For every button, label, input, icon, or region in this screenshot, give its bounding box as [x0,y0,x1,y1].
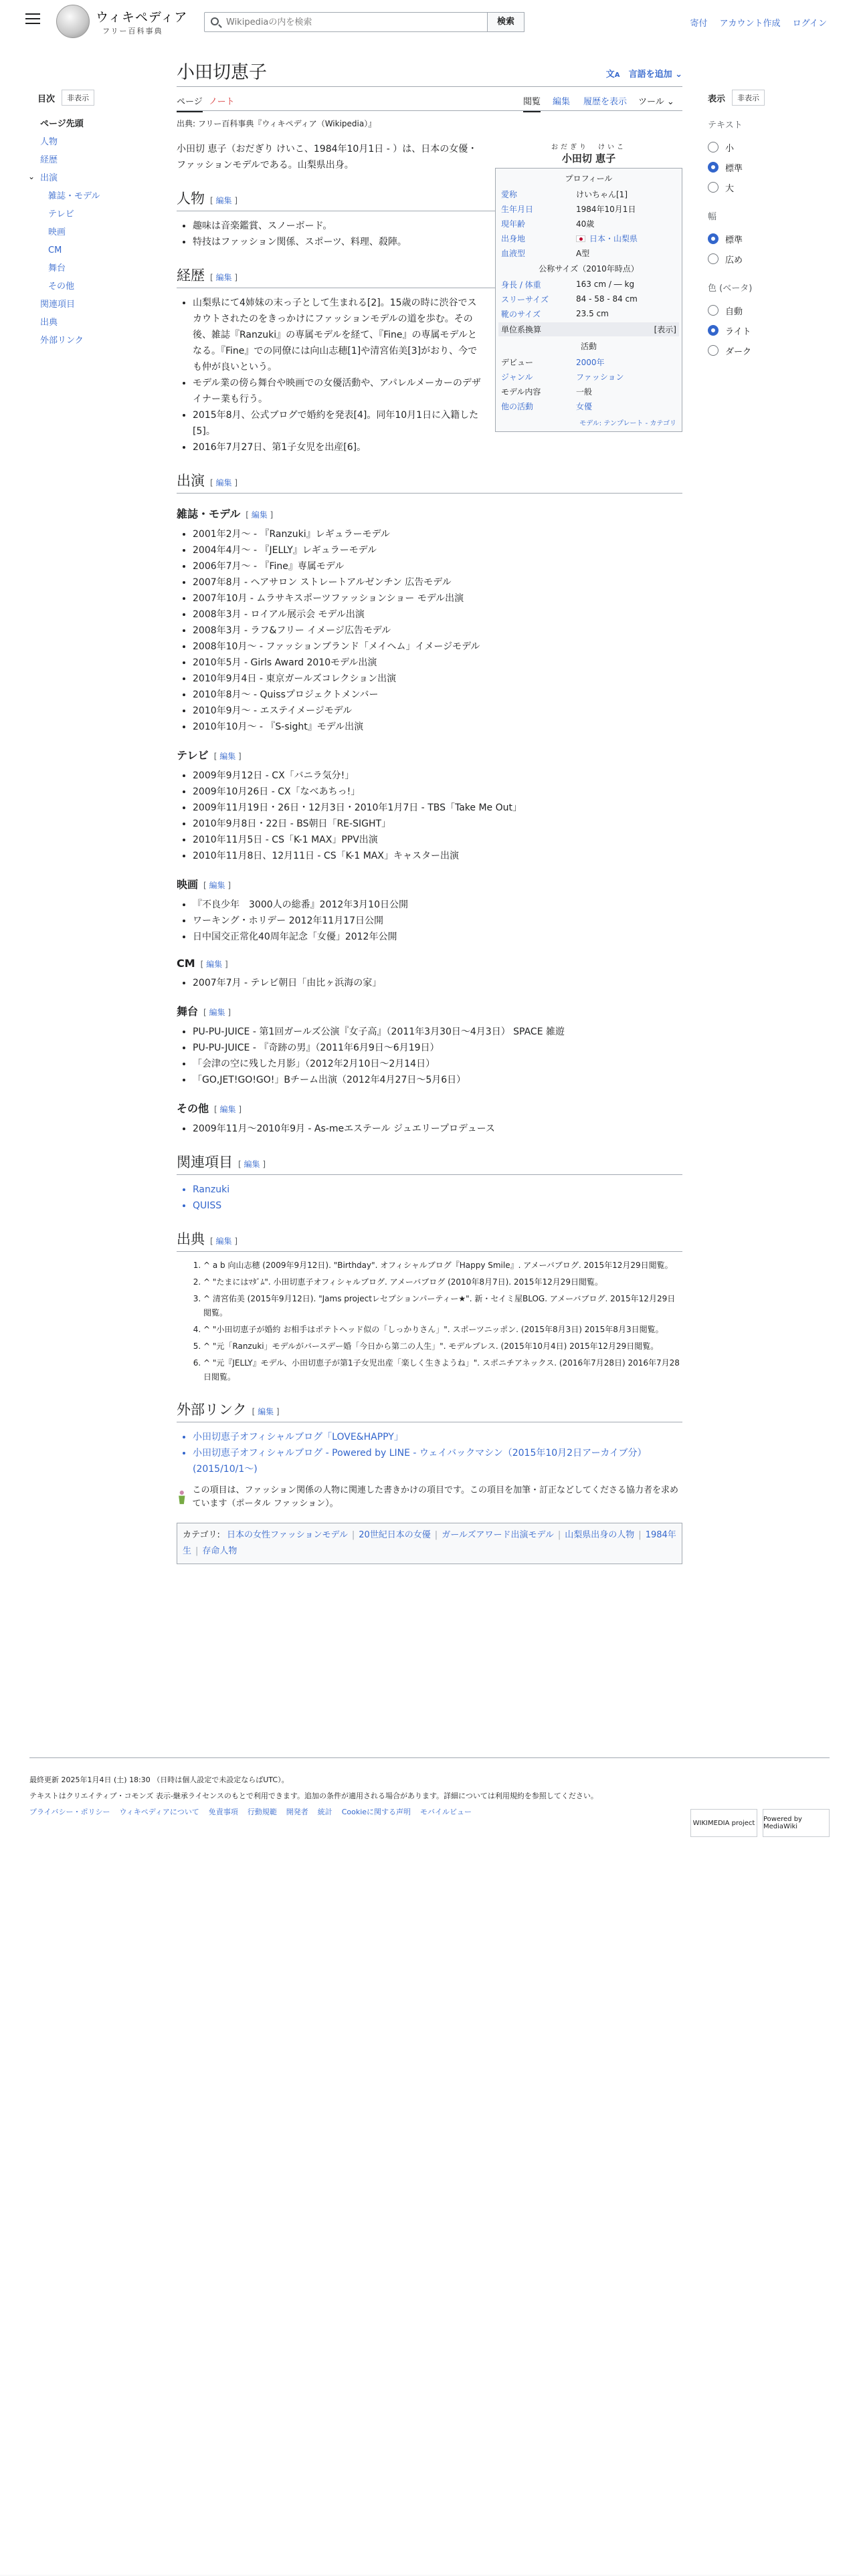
main-content [177,60,682,1564]
infobox-key[interactable]: 現年齢 [501,219,526,229]
list-item: • 2010年11月8日、12月11日 - CS「K-1 MAX」キャスター出演 [193,848,682,864]
infobox-value: ファッション [576,372,624,382]
infobox-value-text[interactable]: 日本・山梨県 [589,233,638,243]
last-modified: 最終更新 2025年1月4日 (土) 18:30 （日時は個人設定で未設定ならばUTC）。 [29,1776,289,1784]
footer-link[interactable]: ウィキペディアについて [119,1808,199,1816]
list-item: • PU-PU-JUICE - 第1回ガールズ公演『女子高』（2011年3月30日〜4月3日） SPACE 雑遊 [193,1024,682,1040]
category-separator: | [434,1530,438,1540]
list-item: • 2006年7月〜 - 『Fine』専属モデル [193,558,682,574]
add-language-button[interactable]: 文A 言語を追加 ⌄ [605,70,682,80]
infobox-key[interactable]: 愛称 [501,189,518,199]
eiga-list [177,897,682,945]
toc-item[interactable]: 雑誌・モデル [48,191,100,201]
reference-item: 3. ^ 清宮佑美 (2015年9月12日). "Jams projectレセプションパーティー★". 新・セイミ屋BLOG. アメーバブログ. 2015年12月29日閲覧。 [203,1292,682,1320]
infobox-row [501,354,676,369]
external-links-list [177,1429,682,1477]
unit-conversion-row [498,322,679,336]
infobox-header: プロフィール [565,174,613,183]
list-item: • 2007年10月 - ムラサキスポーツファッションショー モデル出演 [193,591,682,607]
edit-section-link[interactable]: [ 編集 ] [210,478,238,488]
wikimedia-badge[interactable]: WIKIMEDIA project [690,1809,757,1837]
list-item: • 2009年11月〜2010年9月 - As-meエステール ジュエリープロデュース [193,1121,682,1137]
reference-item: 5. ^ "元「Ranzuki」モデルがバースデー婚「今日から第二の人生」". モデルプレス. (2015年10月4日) 2015年12月29日閲覧。 [203,1339,682,1354]
footer-link[interactable]: 統計 [317,1808,332,1816]
reference-item: 2. ^ "たまにはﾏﾀﾞﾑ". 小田切恵子オフィシャルブログ. アメーバブログ (2010年8月7日). 2015年12月29日閲覧。 [203,1275,682,1289]
mediawiki-badge[interactable]: Powered by MediaWiki [763,1809,830,1837]
infobox-row [501,245,676,260]
infobox-value: けいちゃん[1] [576,189,628,199]
appearance-radio-option[interactable] [708,137,835,157]
appearance-title: 表示 [708,94,726,104]
table-of-contents: 目次 非表示 ページ先頭 人物 経歴 ⌄ 出演 雑誌・モデル テレビ 映画 CM 舞台 その他 関連項目 出典 外部リンク [37,90,145,350]
infobox-key[interactable]: 他の活動 [501,401,534,411]
radio-label: 標準 [725,235,743,245]
section-heading-shutsuen: 出演 [ 編集 ] [177,470,682,494]
tab-edit[interactable]: 編集 [553,97,571,107]
radio-circle[interactable] [708,142,719,152]
list-item: • 2009年9月12日 - CX「バニラ気分!」 [193,768,682,784]
reference-item: 1. ^ a b 向山志穂 (2009年9月12日). "Birthday". オフィシャルブログ『Happy Smile』. アメーバブログ. 2015年12月29日閲覧。 [203,1259,682,1273]
lead-paragraph: 小田切 恵子（おだぎり けいこ、1984年10月1日 - ）は、日本の女優・ファッションモデルである。山梨県出身。 [177,144,478,171]
infobox-value: 2000年 [576,357,605,367]
wordmark-sub: フリー百科事典 [102,27,163,35]
sonota-list [177,1121,682,1137]
infobox-name: 小田切 恵子 [561,152,616,165]
appearance-radio-option[interactable] [708,300,835,320]
infobox-row [501,277,676,292]
section-heading-keireki: 経歴 [ 編集 ] [177,265,682,288]
list-item: • 2010年5月 - Girls Award 2010モデル出演 [193,655,682,671]
list-item: • 2007年7月 - テレビ朝日「由比ヶ浜海の家」 [193,975,682,991]
radio-label: 大 [725,183,735,194]
edit-section-link[interactable]: [ 編集 ] [203,881,231,890]
list-item: • ワーキング・ホリデー 2012年11月17日公開 [193,913,682,929]
tab-talk[interactable]: ノート [209,97,235,107]
reference-item: 4. ^ "小田切恵子が婚約 お相手はポテトヘッド似の「しっかりさん」". スポーツニッポン. (2015年8月3日) 2015年8月3日閲覧。 [203,1323,682,1337]
edit-section-link[interactable]: [ 編集 ] [210,273,238,282]
page-footer [29,1757,830,1830]
stub-text: この項目は、ファッション関係の人物に関連した書きかけの項目です。この項目を加筆・訂正などしてくださる協力者を求めています（ポータル ファッション）。 [192,1485,678,1509]
categories-label[interactable]: カテゴリ: [183,1530,220,1540]
category-separator: | [195,1546,199,1556]
footer-link[interactable]: モバイルビュー [420,1808,472,1816]
infobox-value [576,233,676,244]
list-item: • 2010年8月〜 - Quissプロジェクトメンバー [193,687,682,703]
main-menu-icon[interactable] [25,13,40,25]
page-tabs [177,87,682,111]
edit-section-link[interactable]: [ 編集 ] [238,1160,266,1169]
infobox-ruby: おだぎり けいこ [551,144,626,151]
list-item: • 2001年2月〜 - 『Ranzuki』レギュラーモデル [193,526,682,542]
cm-list [177,975,682,991]
category-separator: | [351,1530,355,1540]
infobox-value: 163 cm / ― kg [576,280,635,289]
toc-item[interactable]: ページ先頭 [40,119,84,129]
infobox-key[interactable]: 身長 / 体重 [501,280,541,290]
infobox-value: 40歳 [576,219,595,229]
width-label: 幅 [708,212,717,222]
radio-label: ライト [725,326,751,337]
category-link[interactable]: 存命人物 [202,1546,237,1556]
external-link[interactable]: • 小田切恵子オフィシャルブログ - Powered by LINE - ウェイバックマシン（2015年10月2日アーカイブ分）(2015/10/1〜) [193,1445,682,1477]
stub-notice [177,1484,682,1511]
toc-item[interactable]: 人物 [40,137,58,147]
footer-link[interactable]: 行動規範 [247,1808,277,1816]
list-item: • 2008年10月〜 - ファッションブランド「メイヘム」イメージモデル [193,639,682,655]
toc-hide-button[interactable]: 非表示 [62,90,94,106]
edit-section-link[interactable]: [ 編集 ] [200,960,228,969]
radio-label: 自動 [725,306,743,317]
radio-circle[interactable] [708,162,719,173]
page-title: 小田切恵子 [177,60,682,87]
appearance-panel [708,90,835,360]
list-item: • 2008年3月 - ロイアル展示会 モデル出演 [193,607,682,623]
radio-circle[interactable] [708,253,719,264]
footer-link[interactable]: プライバシー・ポリシー [29,1808,110,1816]
section-heading-butai: 舞台 [ 編集 ] [177,1005,231,1018]
list-item: • 日中国交正常化40周年記念「女優」2012年公開 [193,929,682,945]
infobox-row [501,201,676,216]
color-label: 色 (ベータ) [708,284,753,294]
related-link[interactable]: • Ranzuki [193,1182,682,1198]
toc-item[interactable]: 関連項目 [40,300,76,310]
infobox-value: A型 [576,248,590,258]
japan-flag-icon [576,235,585,242]
section-heading-jinbutsu: 人物 [ 編集 ] [177,188,682,211]
infobox-value: 23.5 cm [576,309,609,318]
infobox [495,141,682,432]
infobox-value: 1984年10月1日 [576,204,636,214]
wordmark[interactable] [96,7,187,36]
radio-label: 広め [725,255,743,265]
toc-item[interactable]: テレビ [48,209,74,219]
category-link[interactable]: ガールズアワード出演モデル [442,1530,554,1540]
list-item: • 2009年11月19日・26日・12月3日・2010年1月7日 - TBS「Take Me Out」 [193,800,682,816]
toc-item[interactable]: 外部リンク [40,336,84,346]
edit-section-link[interactable]: [ 編集 ] [210,196,238,205]
list-item: • 「会津の空に残した月影」（2012年2月10日〜2月14日） [193,1056,682,1072]
infobox-row [501,399,676,413]
text-size-label: テキスト [708,120,743,130]
section-heading-zasshi: 雑誌・モデル [ 編集 ] [177,508,274,520]
edit-section-link[interactable]: [ 編集 ] [213,752,242,761]
tv-list [177,768,682,864]
section-heading-gaibu: 外部リンク [ 編集 ] [177,1399,682,1422]
toc-item[interactable]: その他 [48,282,75,292]
list-item: • 2010年10月〜 - 『S-sight』モデル出演 [193,719,682,735]
edit-section-link[interactable]: [ 編集 ] [210,1237,238,1246]
radio-circle[interactable] [708,182,719,193]
infobox-key[interactable]: 生年月日 [501,204,534,214]
category-link[interactable]: 日本の女性ファッションモデル [227,1530,348,1540]
list-item: • 2010年9月4日 - 東京ガールズコレクション出演 [193,671,682,687]
infobox-row [501,231,676,245]
site-sub: 出典: フリー百科事典『ウィキペディア（Wikipedia）』 [177,119,377,128]
list-item: • 2010年9月〜 - エステイメージモデル [193,703,682,719]
appearance-radio-option[interactable] [708,157,835,177]
zasshi-list [177,526,682,735]
appearance-radio-option[interactable] [708,177,835,197]
category-link[interactable]: 1984年生 [183,1530,676,1556]
list-item: • 2016年7月27日、第1子女児を出産[6]。 [193,439,682,455]
category-link[interactable]: 山梨県出身の人物 [565,1530,635,1540]
list-item: • モデル業の傍ら舞台や映画での女優活動や、アパレルメーカーのデザイナー業も行う。 [193,375,682,407]
list-item: • 2008年3月 - ラフ&フリー イメージ広告モデル [193,623,682,639]
section-heading-kanren: 関連項目 [ 編集 ] [177,1152,682,1175]
toc-item[interactable]: 出典 [40,318,58,328]
edit-section-link[interactable]: [ 編集 ] [214,1105,242,1114]
external-link[interactable]: • 小田切恵子オフィシャルブログ「LOVE&HAPPY」 [193,1429,682,1445]
toc-item[interactable]: 映画 [48,227,66,237]
infobox-row [501,292,676,306]
appearance-radio-option[interactable] [708,229,835,249]
toc-item[interactable]: 経歴 [40,155,58,165]
appearance-hide-button[interactable]: 非表示 [732,90,765,106]
login-link[interactable]: ログイン [792,19,827,29]
search-box [204,12,488,32]
section-heading-sonota: その他 [ 編集 ] [177,1102,242,1115]
section-heading-cm: CM [ 編集 ] [177,957,228,970]
infobox-key[interactable]: モデル内容 [501,387,541,397]
radio-label: ダーク [725,346,752,357]
infobox-key[interactable]: デビュー [501,357,534,367]
radio-circle[interactable] [708,305,719,316]
infobox-key[interactable]: 出身地 [501,233,526,243]
toc-item[interactable]: 舞台 [48,263,66,274]
infobox-template-links[interactable]: モデル: テンプレート - カテゴリ [579,420,676,427]
infobox-key[interactable]: 血液型 [501,248,526,258]
list-item: • 2010年11月5日 - CS「K-1 MAX」PPV出演 [193,832,682,848]
list-item: • 2015年8月、公式ブログで婚約を発表[4]。同年10月1日に入籍した[5]。 [193,407,682,439]
toc-title: 目次 [37,94,56,104]
kanren-list [177,1182,682,1214]
infobox-row [501,369,676,384]
search-button[interactable]: 検索 [487,12,524,32]
infobox-key[interactable]: ジャンル [501,372,533,382]
edit-section-link[interactable]: [ 編集 ] [246,510,274,520]
license-text: テキストはクリエイティブ・コモンズ 表示-継承ライセンスのもとで利用できます。追加の条件が適用される場合があります。詳細については利用規約を参照してください。 [29,1792,598,1800]
butai-list [177,1024,682,1088]
section-heading-tv: テレビ [ 編集 ] [177,749,242,762]
hanger-icon [177,1487,187,1507]
footer-link[interactable]: 開発者 [286,1808,308,1816]
reference-item: 6. ^ "元『JELLY』モデル、小田切恵子が第1子女児出産「楽しく生きようね」". スポニチアネックス. (2016年7月28日) 2016年7月28日閲覧。 [203,1356,682,1384]
radio-label: 標準 [725,163,743,174]
radio-label: 小 [725,143,735,154]
list-item: • 2004年4月〜 - 『JELLY』レギュラーモデル [193,542,682,558]
category-separator: | [557,1530,561,1540]
list-item: • 山梨県にて4姉妹の末っ子として生まれる[2]。15歳の時に渋谷でスカウトされたのをきっかけにファッションモデルの道を歩む。その後、雑誌『Ranzuki』の専属モデルを経て、『Fine』の専属モデルとなる。『Fine』での同僚には向山志穂[1]や清宮佑美[3]がおり、今でも仲が良いという。 [193,295,682,375]
footer-link[interactable]: 免責事項 [208,1808,238,1816]
list-item: • 「GO,JET!GO!GO!」Bチーム出演（2012年4月27日〜5月6日） [193,1072,682,1088]
toc-item[interactable]: 出演 [40,173,58,183]
infobox-row [501,216,676,231]
category-link[interactable]: 20世紀日本の女優 [359,1530,431,1540]
unit-conversion-label: 単位系換算 [501,325,542,334]
appearance-radio-option[interactable] [708,320,835,340]
infobox-row [501,187,676,201]
radio-circle[interactable] [708,325,719,336]
toc-item[interactable]: CM [48,245,62,255]
tab-read[interactable]: 閲覧 [523,94,541,112]
related-link[interactable]: • QUISS [193,1198,682,1214]
list-item: • 2007年8月 - ヘアサロン ストレートアルゼンチン 広告モデル [193,574,682,591]
search-icon [211,17,219,25]
infobox-key[interactable]: 靴のサイズ [501,309,541,319]
wikipedia-globe-logo[interactable] [56,5,90,38]
infobox-row [501,306,676,321]
personal-tools [680,16,827,29]
infobox-row [501,384,676,399]
list-item: • 2010年9月8日・22日 - BS朝日「RE-SIGHT」 [193,816,682,832]
tab-page[interactable]: ページ [177,94,203,112]
appearance-radio-option[interactable] [708,340,835,360]
list-item: • 『不良少年 3000人の総番』2012年3月10日公開 [193,897,682,913]
infobox-value: 一般 [576,387,593,397]
site-header [0,0,859,41]
category-separator: | [638,1530,642,1540]
footer-link[interactable]: Cookieに関する声明 [341,1808,411,1816]
unit-conversion-toggle[interactable]: [表示] [654,325,676,334]
infobox-size-header: 公称サイズ（2010年時点） [539,264,639,274]
list-item: • 趣味は音楽鑑賞、スノーボード。 [193,218,682,234]
list-item: • PU-PU-JUICE - 『奇跡の男』（2011年6月9日〜6月19日） [193,1040,682,1056]
infobox-value: 女優 [576,401,593,411]
infobox-value: 84 - 58 - 84 cm [576,294,638,304]
tab-history[interactable]: 履歴を表示 [583,97,628,107]
list-item: • 2009年10月26日 - CX「なべあちっ!」 [193,784,682,800]
search-input[interactable] [225,15,479,29]
section-heading-shutten: 出典 [ 編集 ] [177,1228,682,1252]
infobox-activity-header: 活動 [580,342,597,351]
create-account-link[interactable]: アカウント作成 [719,19,781,29]
category-box [177,1523,682,1564]
edit-section-link[interactable]: [ 編集 ] [252,1407,280,1416]
list-item: • 特技はファッション関係、スポーツ、料理、殺陣。 [193,234,682,250]
edit-section-link[interactable]: [ 編集 ] [203,1008,231,1017]
references-list [177,1259,682,1384]
appearance-radio-option[interactable] [708,249,835,269]
radio-circle[interactable] [708,233,719,244]
donate-link[interactable]: 寄付 [690,19,708,29]
radio-circle[interactable] [708,345,719,356]
wordmark-main: ウィキペディア [96,10,188,25]
infobox-key[interactable]: スリーサイズ [501,294,549,304]
tab-tools[interactable]: ツール ⌄ [638,97,674,107]
section-heading-eiga: 映画 [ 編集 ] [177,878,231,891]
